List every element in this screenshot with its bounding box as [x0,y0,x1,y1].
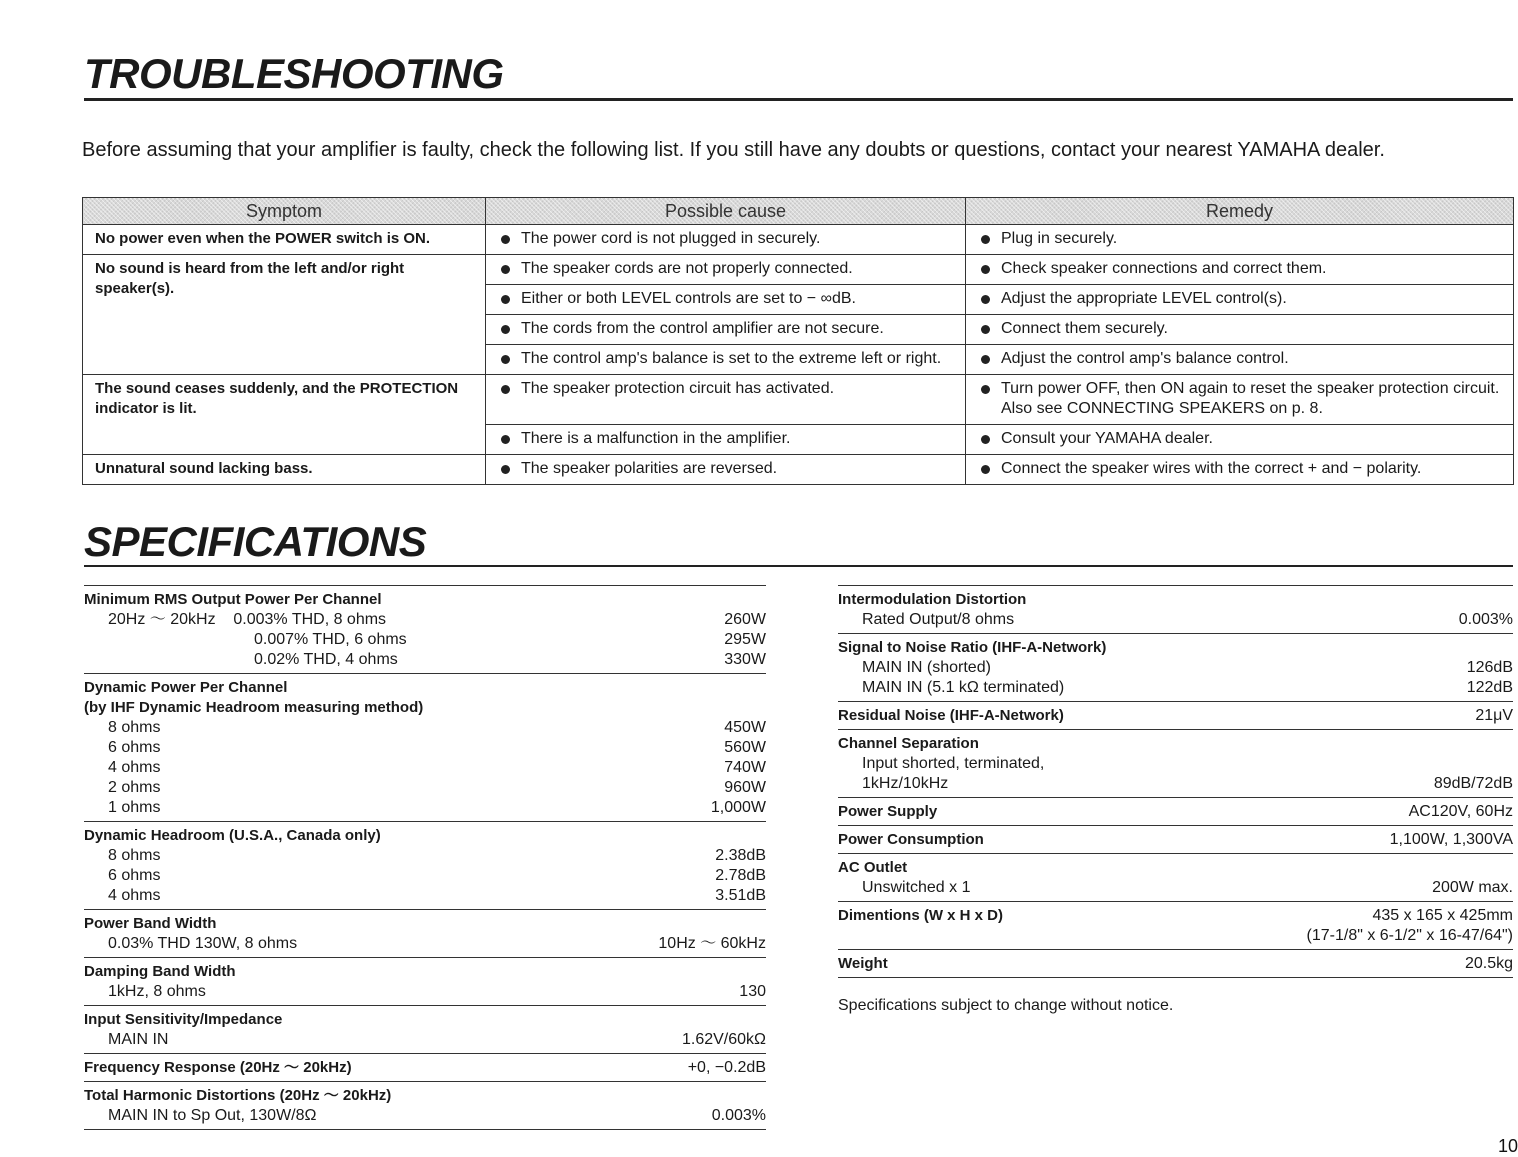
spec-row: 1kHz, 8 ohms 130 [108,983,766,1000]
spec-heading: Power Consumption [838,831,984,848]
spec-row: MAIN IN (5.1 kΩ terminated) 122dB [862,679,1513,696]
troubleshooting-title: TROUBLESHOOTING [84,50,504,97]
spec-row: MAIN IN (shorted) 126dB [862,659,1513,676]
spec-label: 0.007% THD, 6 ohms [254,631,407,648]
spec-thd [84,1082,766,1130]
remedy-cell: Connect them securely. [966,315,1514,345]
spec-row: 4 ohms 740W [108,759,766,776]
spec-row [84,650,766,670]
spec-value: 295W [724,631,766,648]
remedy-cell: Adjust the control amp's balance control. [966,345,1514,375]
spec-heading: Residual Noise (IHF-A-Network) [838,707,1064,724]
cause-cell: Either or both LEVEL controls are set to − ∞dB. [486,285,966,315]
symptom-cell: No sound is heard from the left and/or right speaker(s). [83,255,486,375]
symptom-header: Symptom [83,198,486,225]
bullet-icon [501,325,510,334]
spec-heading: Intermodulation Distortion [838,591,1027,608]
bullet-icon [981,235,990,244]
table-row [83,375,1514,425]
remedy-cell: Consult your YAMAHA dealer. [966,425,1514,455]
spec-label: 0.003% THD, 8 ohms [233,611,387,628]
remedy-cell: Plug in securely. [966,225,1514,255]
spec-value: 20.5kg [1464,955,1513,972]
spec-range: 20Hz ～ 20kHz [108,611,216,628]
spec-snr [838,634,1513,702]
spec-value: 21μV [1475,707,1513,724]
spec-heading: Damping Band Width [84,963,236,980]
spec-heading: Power Supply [838,803,938,820]
spec-row: 8 ohms 2.38dB [108,847,766,864]
table-row [83,255,1514,285]
spec-value: 1,100W, 1,300VA [1389,831,1513,848]
remedy-header: Remedy [966,198,1514,225]
spec-list-left [84,585,766,1130]
spec-row: 2 ohms 960W [108,779,766,796]
spec-label: 0.02% THD, 4 ohms [254,651,398,668]
spec-dynamic-headroom [84,822,766,910]
bullet-icon [501,465,510,474]
specifications-title: SPECIFICATIONS [84,518,427,565]
spec-heading: AC Outlet [838,859,908,876]
spec-heading: Frequency Response (20Hz ～ 20kHz) [84,1059,352,1076]
spec-value: (17-1/8" x 6-1/2" x 16-47/64") [1306,927,1513,944]
spec-row: Input shorted, terminated, [862,755,1045,772]
spec-damping [84,958,766,1006]
spec-value: AC120V, 60Hz [1408,803,1513,820]
cause-cell: The speaker polarities are reversed. [486,455,966,485]
bullet-icon [981,435,990,444]
cause-cell: The speaker cords are not properly connected. [486,255,966,285]
spec-heading: Weight [838,955,888,972]
table-row [83,455,1514,485]
spec-heading: Channel Separation [838,735,979,752]
title-rule [84,565,1513,567]
spec-input [84,1006,766,1054]
bullet-icon [981,295,990,304]
spec-dynamic-power [84,674,766,822]
spec-heading: Dynamic Headroom (U.S.A., Canada only) [84,827,381,844]
spec-list-right [838,585,1513,978]
spec-power-band-width [84,910,766,958]
remedy-cell: Adjust the appropriate LEVEL control(s). [966,285,1514,315]
spec-row: 4 ohms 3.51dB [108,887,766,904]
cause-cell: The power cord is not plugged in securely. [486,225,966,255]
cause-header: Possible cause [486,198,966,225]
remedy-cell: Check speaker connections and correct them. [966,255,1514,285]
spec-row: MAIN IN to Sp Out, 130W/8Ω 0.003% [108,1107,766,1124]
bullet-icon [981,265,990,274]
spec-value: 435 x 165 x 425mm [1372,907,1513,924]
bullet-icon [501,265,510,274]
spec-heading: Input Sensitivity/Impedance [84,1011,283,1028]
spec-row: 0.03% THD 130W, 8 ohms 10Hz ～ 60kHz [108,935,766,952]
spec-row: Rated Output/8 ohms 0.003% [862,611,1513,628]
spec-value: 330W [724,651,766,668]
bullet-icon [981,385,990,394]
spec-heading: Total Harmonic Distortions (20Hz ～ 20kHz) [84,1087,392,1104]
spec-residual-noise [838,702,1513,730]
spec-heading: Power Band Width [84,915,217,932]
remedy-cell: Turn power OFF, then ON again to reset the speaker protection circuit. Also see CONNECTING SPEAKERS on p. 8. [966,375,1514,425]
spec-row: 8 ohms 450W [108,719,766,736]
title-rule [84,98,1513,101]
cause-cell: The speaker protection circuit has activated. [486,375,966,425]
spec-heading: Minimum RMS Output Power Per Channel [84,591,382,608]
symptom-cell: Unnatural sound lacking bass. [83,455,486,485]
symptom-cell: The sound ceases suddenly, and the PROTECTION indicator is lit. [83,375,486,455]
spec-row: 1 ohms 1,000W [108,799,766,816]
page-number: 10 [1498,1136,1518,1156]
spec-heading: Dimentions (W x H x D) [838,907,1004,924]
spec-power-supply [838,798,1513,826]
spec-row: MAIN IN 1.62V/60kΩ [108,1031,766,1048]
cause-cell: The control amp's balance is set to the extreme left or right. [486,345,966,375]
spec-power-consumption [838,826,1513,854]
cause-cell: There is a malfunction in the amplifier. [486,425,966,455]
spec-heading: (by IHF Dynamic Headroom measuring method) [84,699,424,716]
spec-channel-separation [838,730,1513,798]
spec-heading: Signal to Noise Ratio (IHF-A-Network) [838,639,1107,656]
spec-frequency-response [84,1054,766,1082]
spec-value: +0, −0.2dB [687,1059,766,1076]
spec-ac-outlet [838,854,1513,902]
table-row [83,225,1514,255]
remedy-cell: Connect the speaker wires with the correct + and − polarity. [966,455,1514,485]
spec-row: 1kHz/10kHz 89dB/72dB [862,775,1513,792]
spec-row: Unswitched x 1 200W max. [862,879,1513,896]
bullet-icon [501,385,510,394]
symptom-cell: No power even when the POWER switch is ON. [83,225,486,255]
spec-weight [838,950,1513,978]
bullet-icon [501,435,510,444]
troubleshooting-intro: Before assuming that your amplifier is faulty, check the following list. If you still have any doubts or questions, contact your nearest YAMAHA dealer. [82,139,1385,161]
table-header-row [83,198,1514,225]
bullet-icon [501,235,510,244]
specifications-note: Specifications subject to change without notice. [838,997,1174,1014]
spec-row [84,610,766,630]
bullet-icon [501,355,510,364]
spec-rms-power [84,586,766,674]
troubleshooting-table [82,197,1514,485]
cause-cell: The cords from the control amplifier are not secure. [486,315,966,345]
spec-imd [838,586,1513,634]
spec-row: 6 ohms 560W [108,739,766,756]
spec-row [84,630,766,650]
spec-heading: Dynamic Power Per Channel [84,679,288,696]
bullet-icon [981,355,990,364]
bullet-icon [981,465,990,474]
bullet-icon [501,295,510,304]
spec-dimensions [838,902,1513,950]
spec-row: 6 ohms 2.78dB [108,867,766,884]
spec-value: 260W [724,611,766,628]
bullet-icon [981,325,990,334]
